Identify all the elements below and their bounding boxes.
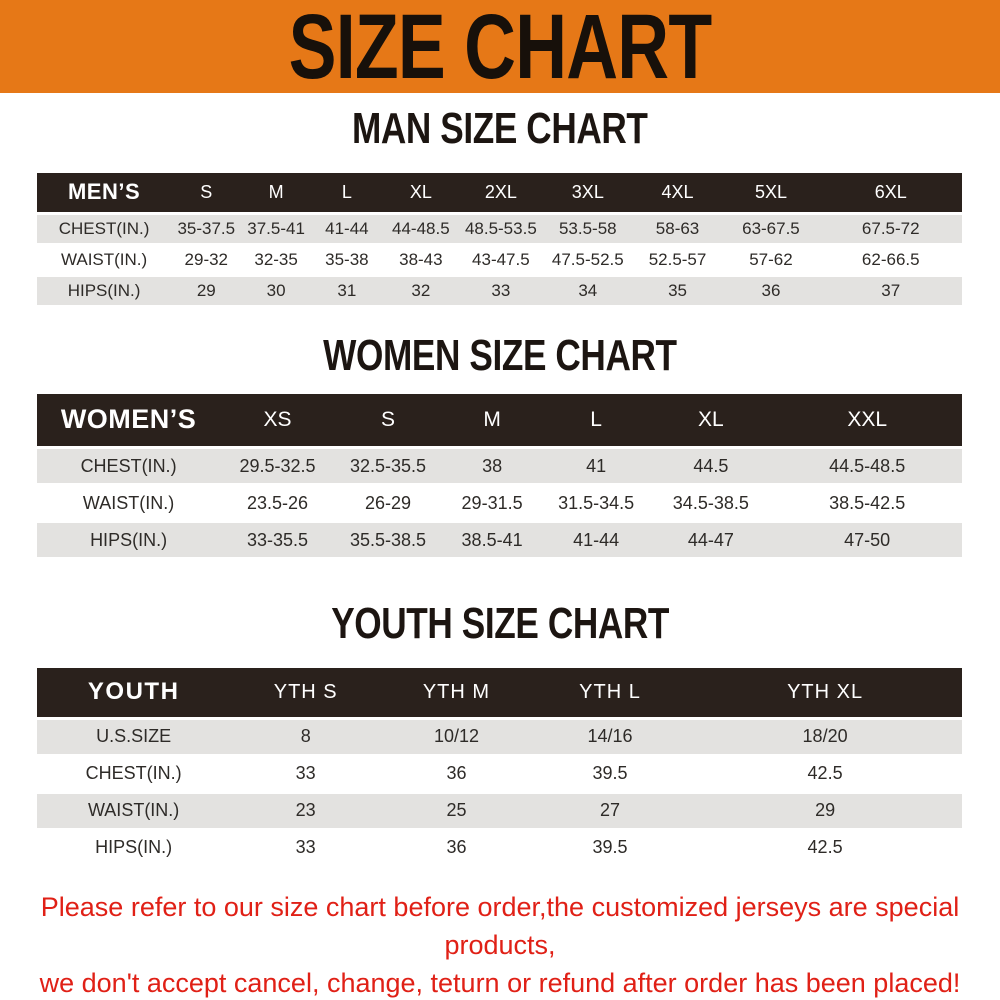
man-size-table xyxy=(37,173,962,308)
size-column-header: S xyxy=(335,394,441,448)
value-cell: 8 xyxy=(300,726,311,746)
value-cell: 42.5 xyxy=(807,837,843,857)
size-column-header: M xyxy=(241,173,310,213)
value-cell: 38.5-41 xyxy=(461,529,523,550)
size-column-header: 3XL xyxy=(543,173,633,213)
value-cell: 35.5-38.5 xyxy=(349,529,427,550)
value-cell: 41-44 xyxy=(325,218,369,238)
value-cell: 29-32 xyxy=(184,249,229,269)
value-cell: 33 xyxy=(295,837,316,857)
value-cell: 42.5 xyxy=(807,763,843,783)
size-column-header: 4XL xyxy=(633,173,723,213)
table-row xyxy=(37,522,962,559)
value-cell: 32-35 xyxy=(254,249,298,269)
measurement-label-cell: HIPS(IN.) xyxy=(95,837,173,857)
value-cell: 48.5-53.5 xyxy=(464,218,537,238)
value-cell: 30 xyxy=(266,280,286,300)
table-header-row xyxy=(37,668,962,718)
value-cell: 33 xyxy=(295,763,316,783)
value-cell: 47.5-52.5 xyxy=(551,249,624,269)
title-banner xyxy=(0,0,1000,98)
value-cell: 26-29 xyxy=(364,492,412,513)
size-column-header: S xyxy=(171,173,241,213)
table-row xyxy=(37,448,962,485)
value-cell: 36 xyxy=(446,763,467,783)
size-column-header: YTH M xyxy=(381,668,532,718)
value-cell: 34.5-38.5 xyxy=(672,492,749,513)
order-notice-line-1: Please refer to our size chart before order,the customized jerseys are special products, xyxy=(40,891,960,960)
value-cell: 44-47 xyxy=(687,529,734,550)
value-cell: 14/16 xyxy=(587,726,633,746)
value-cell: 37 xyxy=(881,280,901,300)
value-cell: 38.5-42.5 xyxy=(829,492,906,513)
value-cell: 31.5-34.5 xyxy=(558,492,635,513)
size-column-header: XL xyxy=(649,394,772,448)
value-cell: 25 xyxy=(446,800,467,820)
table-row xyxy=(37,792,962,829)
table-title-cell: YOUTH xyxy=(37,668,230,718)
table-row xyxy=(37,829,962,866)
value-cell: 31 xyxy=(337,280,357,300)
value-cell: 63-67.5 xyxy=(742,218,800,238)
value-cell: 52.5-57 xyxy=(648,249,707,269)
value-cell: 44.5-48.5 xyxy=(829,455,906,476)
value-cell: 36 xyxy=(761,280,781,300)
measurement-label-cell: WAIST(IN.) xyxy=(82,492,175,513)
value-cell: 41 xyxy=(586,455,607,476)
value-cell: 37.5-41 xyxy=(247,218,305,238)
youth-section-heading xyxy=(0,596,1000,652)
value-cell: 33-35.5 xyxy=(246,529,309,550)
measurement-label-cell: CHEST(IN.) xyxy=(58,218,150,238)
value-cell: 39.5 xyxy=(592,837,628,857)
value-cell: 47-50 xyxy=(844,529,891,550)
size-column-header: L xyxy=(311,173,383,213)
measurement-label-cell: WAIST(IN.) xyxy=(60,249,148,269)
size-column-header: 5XL xyxy=(722,173,819,213)
table-title-cell: MEN’S xyxy=(37,173,171,213)
value-cell: 10/12 xyxy=(433,726,479,746)
value-cell: 41-44 xyxy=(573,529,620,550)
value-cell: 44.5 xyxy=(693,455,729,476)
table-row xyxy=(37,485,962,522)
man-section-heading-text: MAN SIZE CHART xyxy=(352,104,648,153)
measurement-label-cell: U.S.SIZE xyxy=(96,726,172,746)
table-row xyxy=(37,244,962,275)
value-cell: 38-43 xyxy=(399,249,443,269)
value-cell: 43-47.5 xyxy=(472,249,530,269)
value-cell: 27 xyxy=(599,800,621,820)
table-row xyxy=(37,755,962,792)
measurement-label-cell: HIPS(IN.) xyxy=(90,529,168,550)
value-cell: 57-62 xyxy=(749,249,793,269)
size-column-header: YTH S xyxy=(230,668,381,718)
size-column-header: L xyxy=(543,394,649,448)
value-cell: 58-63 xyxy=(655,218,700,238)
table-header-row xyxy=(37,394,962,448)
value-cell: 53.5-58 xyxy=(558,218,617,238)
man-size-section xyxy=(0,101,1000,308)
value-cell: 29 xyxy=(196,280,216,300)
value-cell: 35 xyxy=(668,280,687,300)
measurement-label-cell: CHEST(IN.) xyxy=(80,455,177,476)
size-column-header: M xyxy=(441,394,543,448)
value-cell: 35-38 xyxy=(325,249,369,269)
value-cell: 23.5-26 xyxy=(246,492,309,513)
youth-size-section xyxy=(0,596,1000,868)
size-column-header: XXL xyxy=(772,394,962,448)
value-cell: 39.5 xyxy=(592,763,628,783)
order-notice-line-2: we don't accept cancel, change, teturn or refund after order has been placed! xyxy=(39,968,961,999)
table-row xyxy=(37,275,962,306)
value-cell: 44-48.5 xyxy=(392,218,450,238)
value-cell: 29-31.5 xyxy=(461,492,523,513)
order-notice xyxy=(0,888,1000,1000)
value-cell: 36 xyxy=(446,837,467,857)
measurement-label-cell: CHEST(IN.) xyxy=(85,763,182,783)
value-cell: 29 xyxy=(815,800,836,820)
value-cell: 32 xyxy=(411,280,431,300)
table-title-cell: WOMEN’S xyxy=(37,394,220,448)
youth-section-heading-text: YOUTH SIZE CHART xyxy=(331,599,669,648)
table-header-row xyxy=(37,173,962,213)
youth-size-table xyxy=(37,668,962,868)
size-column-header: YTH L xyxy=(532,668,688,718)
size-column-header: 2XL xyxy=(459,173,543,213)
table-row xyxy=(37,213,962,244)
value-cell: 23 xyxy=(295,800,316,820)
value-cell: 33 xyxy=(491,280,511,300)
value-cell: 62-66.5 xyxy=(861,249,920,269)
value-cell: 38 xyxy=(482,455,503,476)
size-column-header: XS xyxy=(220,394,335,448)
women-size-section xyxy=(0,328,1000,561)
value-cell: 67.5-72 xyxy=(861,218,920,238)
size-column-header: YTH XL xyxy=(688,668,962,718)
man-section-heading xyxy=(0,101,1000,157)
page-title: SIZE CHART xyxy=(288,0,712,98)
value-cell: 35-37.5 xyxy=(177,218,236,238)
value-cell: 18/20 xyxy=(802,726,848,746)
table-row xyxy=(37,718,962,755)
value-cell: 34 xyxy=(578,280,598,300)
women-size-table xyxy=(37,394,962,561)
measurement-label-cell: WAIST(IN.) xyxy=(87,800,180,820)
women-section-heading-text: WOMEN SIZE CHART xyxy=(323,330,677,380)
measurement-label-cell: HIPS(IN.) xyxy=(67,280,141,300)
value-cell: 29.5-32.5 xyxy=(239,455,316,476)
women-section-heading xyxy=(0,328,1000,384)
value-cell: 32.5-35.5 xyxy=(349,455,427,476)
size-column-header: 6XL xyxy=(820,173,962,213)
size-column-header: XL xyxy=(383,173,459,213)
